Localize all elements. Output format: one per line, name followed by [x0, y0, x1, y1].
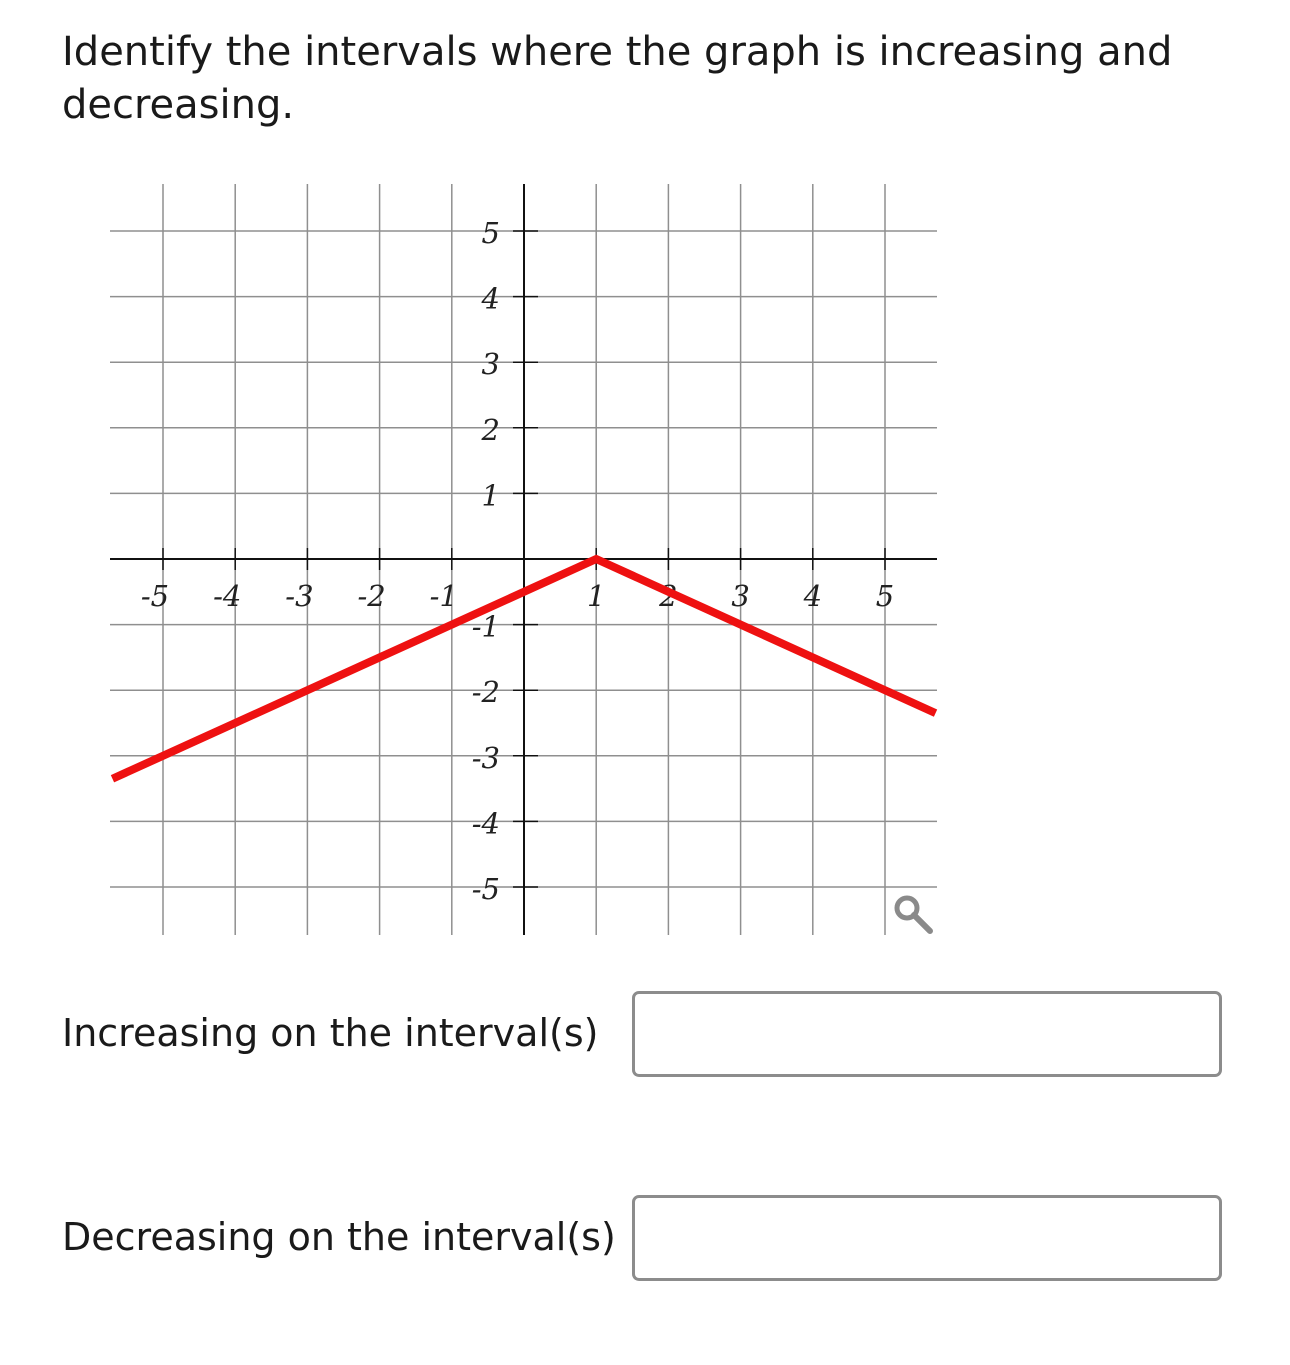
y-tick-label: 4 — [481, 281, 500, 316]
y-tick-label: -4 — [471, 806, 500, 841]
x-tick-label: -2 — [357, 579, 386, 613]
y-tick-label: -3 — [471, 740, 500, 775]
y-tick-label: 5 — [481, 216, 500, 250]
x-tick-label: -5 — [140, 579, 170, 613]
question-text: Identify the intervals where the graph is increasing and decreasing. — [62, 29, 1173, 128]
y-tick-labels — [472, 216, 500, 906]
x-tick-label: 1 — [586, 579, 606, 613]
increasing-input[interactable] — [632, 991, 1222, 1077]
x-tick-label: -3 — [285, 579, 314, 613]
y-tick-label: -2 — [471, 675, 500, 710]
x-tick-label: 4 — [803, 579, 823, 613]
y-tick-label: -1 — [471, 609, 500, 644]
decreasing-label: Decreasing on the interval(s) — [62, 1215, 616, 1259]
x-tick-label: -4 — [213, 579, 242, 613]
x-tick-label: 2 — [659, 579, 678, 613]
increasing-label: Increasing on the interval(s) — [62, 1011, 599, 1055]
decreasing-input[interactable] — [632, 1195, 1222, 1281]
y-tick-label: -5 — [471, 872, 500, 906]
y-tick-label: 1 — [481, 478, 500, 513]
magnifier-icon[interactable] — [883, 888, 937, 936]
y-tick-label: 2 — [481, 412, 500, 447]
x-tick-label: -1 — [429, 579, 458, 613]
x-tick-label: 3 — [731, 579, 750, 613]
y-tick-label: 3 — [481, 347, 500, 382]
x-tick-label: 5 — [875, 579, 895, 613]
